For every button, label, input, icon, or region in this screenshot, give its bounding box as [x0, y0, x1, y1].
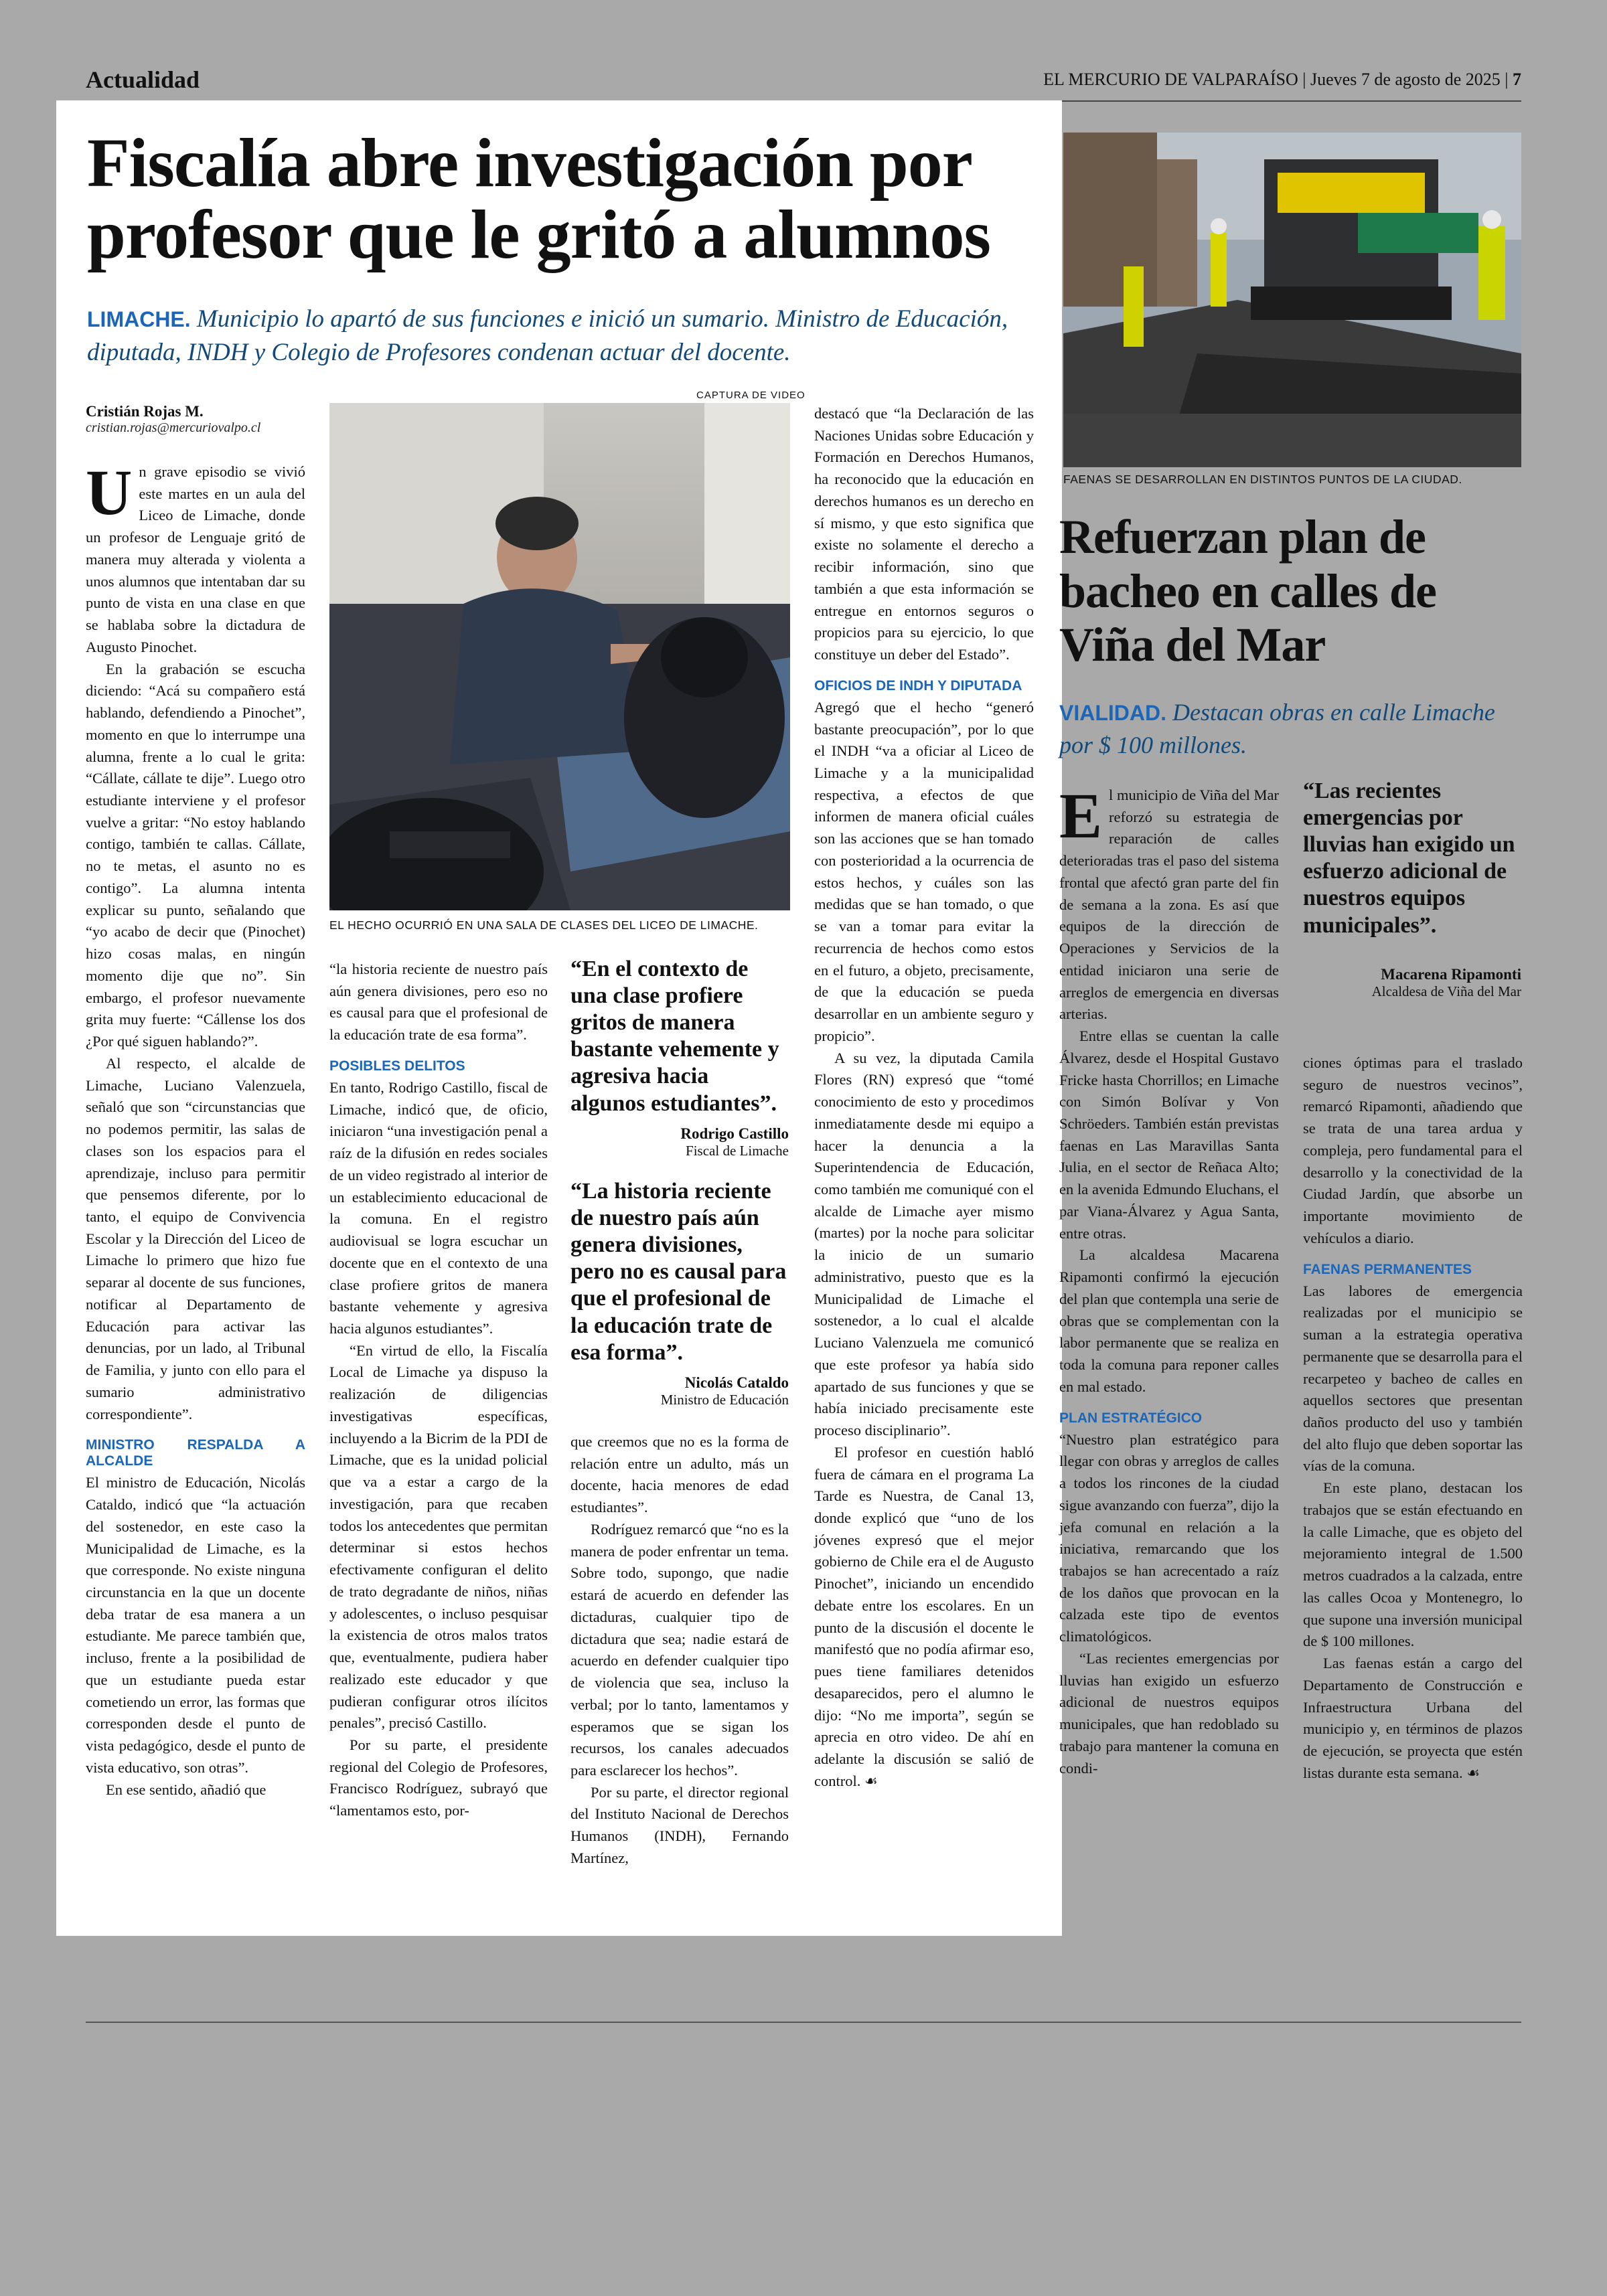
bottom-rule: [86, 2022, 1521, 2023]
main-paragraph: A su vez, la diputada Camila Flores (RN) expresó que “tomé conocimiento de esto y procedimos inmediatamente desde mi equipo a hacer la denuncia a la Superintendencia de Educación, como también me comuniqué con el alcalde de Limache ayer mismo (martes) por la noche para solicitar la inicio de un sumario administrativo, puesto que es la Municipalidad de Limache el sostenedor, a lo cual el alcalde Luciano Valenzuela me comunicó que este profesor ya había sido apartado de sus funciones y que se había iniciado precisamente este proceso disciplinario”.: [814, 1049, 1034, 1439]
subheading: OFICIOS DE INDH Y DIPUTADA: [814, 677, 1022, 693]
main-column-4: [814, 403, 1034, 1793]
road-works-photo: [1063, 133, 1521, 467]
main-deck: [87, 303, 1051, 370]
pull-quote-ripamonti: [1303, 778, 1521, 1000]
quote-role: Fiscal de Limache: [686, 1142, 789, 1159]
quote-role: Ministro de Educación: [660, 1391, 789, 1408]
main-paragraph: “En virtud de ello, la Fiscalía Local de Limache ya dispuso la realización de diligencias investigativas específicas, incluyendo a la Bicrim de la PDI de Limache, que es la unidad policial que va a estar a cargo de la investigación, para que recaben todos los antecedentes que permitan determinar si estos hechos efectivamente configuran el delito de trato degradante de niños, niñas y adolescentes, o incluso pesquisar la existencia de otros malos tratos que, eventualmente, pudiera haber realizado este educador y que pudieran configurar otros ilícitos penales”, precisó Castillo.: [329, 1341, 548, 1732]
side-paragraph: ciones óptimas para el traslado seguro de nuestros vecinos”, remarcó Ripamonti, añadiendo que se trata de una tarea ardua y compleja, pero fundamental para el desarrollo y la conectividad de la Ciudad Jardín, que absorbe un importante movimiento de vehículos a diario.: [1303, 1054, 1523, 1246]
classroom-photo-image: [329, 403, 790, 910]
main-column-3: [570, 1431, 789, 1870]
quote-text: “Las recientes emergencias por lluvias han exigido un esfuerzo adicional de nuestros equipos municipales”.: [1303, 778, 1515, 938]
page-number: 7: [1513, 70, 1521, 89]
author-name: Cristián Rojas M.: [86, 403, 204, 420]
drop-cap: E: [1059, 780, 1103, 851]
subheading: POSIBLES DELITOS: [329, 1058, 465, 1074]
main-paragraph: El ministro de Educación, Nicolás Cataldo, indicó que “la actuación del sostenedor, en este caso la Municipalidad de Limache, es la que corresponde. No existe ninguna circunstancia en la que un docente deba tratar de esa manera a un estudiante. Me parece también que, incluso, frente a la posibilidad de que un estudiante pueda estar cometiendo un error, las formas que corresponden desde el punto de vista pedagógico, desde el punto de vista educativo, son otras”.: [86, 1474, 305, 1776]
side-paragraph: “Las recientes emergencias por lluvias han exigido un esfuerzo adicional de nuestros equipos municipales, que han redoblado su trabajo para mantener la comuna en condi-: [1059, 1649, 1279, 1777]
side-deck-text: Destacan obras en calle Limache por $ 100 millones.: [1059, 699, 1495, 758]
subheading: PLAN ESTRATÉGICO: [1059, 1410, 1203, 1426]
main-paragraph: Por su parte, el director regional del Instituto Nacional de Derechos Humanos (INDH), Fernando Martínez,: [570, 1783, 789, 1866]
main-paragraph: destacó que “la Declaración de las Naciones Unidas sobre Educación y Formación en Derechos Humanos, ha reconocido que la educación en derechos humanos es un derecho en sí mismo, y que esto significa que existe no solamente el derecho a recibir información, sino que también a que esta información se entregue en entornos seguros o propicios para su ejercicio, lo que constituye un deber del Estado”.: [814, 405, 1034, 663]
quote-name: Rodrigo Castillo: [680, 1125, 789, 1142]
main-headline: Fiscalía abre investigación por profesor que le gritó a alumnos: [87, 125, 990, 274]
subheading: MINISTRO RESPALDA A ALCALDE: [86, 1437, 305, 1469]
main-paragraph: En tanto, Rodrigo Castillo, fiscal de Limache, indicó que, de oficio, iniciaron “una investigación penal a raíz de la difusión en redes sociales de un video registrado al interior de un establecimiento educacional de la comuna. En el registro audiovisual se logra escuchar un docente que en el contexto de una clase profiere gritos de manera bastante vehemente y agresiva hacia algunos estudiantes”.: [329, 1078, 548, 1337]
main-paragraph: En ese sentido, añadió que: [106, 1781, 266, 1798]
side-paragraph: Las faenas están a cargo del Departamento de Construcción e Infraestructura Urbana del municipio y, en términos de plazos de ejecución, se proyecta que estén listas durante esta semana. ☙: [1303, 1655, 1523, 1782]
side-paragraph: En este plano, destacan los trabajos que se están efectuando en la calle Limache, que es objeto del mejoramiento integral de 1.500 metros cuadrados a la calzada, entre las calles Ocoa y Montenegro, lo que supone una inversión municipal de $ 100 millones.: [1303, 1479, 1523, 1650]
side-column-1: [1059, 780, 1279, 1779]
author-email: cristian.rojas@mercuriovalpo.cl: [86, 420, 261, 435]
main-paragraph: que creemos que no es la forma de relación entre un adulto, más un docente, hacia menores de edad estudiantes”.: [570, 1433, 789, 1516]
pull-quote-castillo: [570, 956, 789, 1159]
main-kicker: LIMACHE.: [87, 307, 191, 331]
main-column-1: [86, 403, 305, 1801]
main-paragraph: Por su parte, el presidente regional del Colegio de Profesores, Francisco Rodríguez, subrayó que “lamentamos esto, por-: [329, 1736, 548, 1819]
section-label: Actualidad: [86, 66, 200, 93]
side-paragraph: Entre ellas se cuentan la calle Álvarez, desde el Hospital Gustavo Fricke hasta Chorrillos; en Limache con Simón Bolívar y Von Schröeders. También están previstas faenas en Las Maravillas Santa Julia, en el sector de Reñaca Alto; en la avenida Edmundo Eluchans, el par Viana-Álvarez y Agua Santa, entre otras.: [1059, 1028, 1279, 1242]
issue-date: Jueves 7 de agosto de 2025: [1310, 70, 1501, 89]
side-column-2: [1303, 1052, 1523, 1785]
side-kicker: VIALIDAD.: [1059, 701, 1166, 725]
drop-cap: U: [86, 457, 133, 528]
subheading: FAENAS PERMANENTES: [1303, 1261, 1472, 1277]
side-deck: [1059, 696, 1521, 761]
quote-role: Alcaldesa de Viña del Mar: [1371, 983, 1521, 999]
side-paragraph: l municipio de Viña del Mar reforzó su estrategia de reparación de calles deterioradas tras el paso del sistema frontal que afectó gran parte del fin de semana a la zona. Es así que equipos de la dirección de Operaciones y Servicios de la entidad iniciaron una serie de arreglos de emergencia en diversas arterias.: [1059, 787, 1279, 1023]
main-paragraph: n grave episodio se vivió este martes en un aula del Liceo de Limache, donde un profesor de Lenguaje gritó de manera muy alterada y violenta a unos alumnos que intentaban dar su punto de vista en una clase en que se hablaba sobre la dictadura de Augusto Pinochet.: [86, 463, 305, 655]
classroom-photo: [329, 403, 790, 910]
photo-credit: CAPTURA DE VIDEO: [696, 390, 806, 401]
main-paragraph: En la grabación se escucha diciendo: “Acá su compañero está hablando, defendiendo a Pinochet”, momento en que lo interrumpe una alumna, frente a lo cual le grita: “Cállate, cállate te dije”. Luego otro estudiante interviene y el profesor vuelve a gritar: “No estoy hablando contigo, también te callas. Cállate, no te metas, el asunto no es contigo”. La alumna intenta explicar su punto, señalando que “yo acabo de decir que (Pinochet) hizo cosas malas, en ningún momento dije que no”. Sin embargo, el profesor nuevamente grita muy fuerte: “Cállense los dos ¿Por qué siguen hablando?”.: [86, 660, 305, 1050]
main-deck-text: Municipio lo apartó de sus funciones e inició un sumario. Ministro de Educación, diputada, INDH y Colegio de Profesores condenan actuar del docente.: [87, 305, 1008, 366]
pull-quote-cataldo: [570, 1178, 789, 1408]
photo-caption: EL HECHO OCURRIÓ EN UNA SALA DE CLASES DEL LICEO DE LIMACHE.: [329, 918, 759, 932]
article-end-icon: ☙: [864, 1773, 878, 1790]
main-paragraph: Al respecto, el alcalde de Limache, Luciano Valenzuela, señaló que son “circunstancias que no podemos permitir, las salas de clases son los espacios para el aprendizaje, incluso para permitir que pensemos diferente, por lo tanto, el equipo de Convivencia Escolar y la Dirección del Liceo de Limache lo primero que hizo fue separar al docente de sus funciones, notificar al Departamento de Educación para activar las denuncias, por un lado, al Tribunal de Familia, y junto con ello para el sumario administrativo correspondiente”.: [86, 1054, 305, 1422]
main-paragraph: Agregó que el hecho “generó bastante preocupación”, por lo que el INDH “va a oficiar al Liceo de Limache y a la municipalidad respectiva, a efectos de que informen de manera oficial cuáles son las acciones que se han tomado con posterioridad a la ocurrencia de estos hechos, y cuáles son las medidas que se han tomado, o que se van a tomar para evitar la recurrencia de hechos como estos en el futuro, a objeto, precisamente, de que la educación se pueda desarrollar en un ambiente seguro y propicio”.: [814, 698, 1034, 1044]
newspaper-name: EL MERCURIO DE VALPARAÍSO: [1043, 70, 1298, 89]
side-photo-caption: FAENAS SE DESARROLLAN EN DISTINTOS PUNTOS DE LA CIUDAD.: [1063, 473, 1462, 486]
road-works-photo-image: [1063, 133, 1521, 467]
page-header-info: EL MERCURIO DE VALPARAÍSO | Jueves 7 de agosto de 2025 | 7: [1043, 70, 1521, 89]
main-column-2: [329, 959, 548, 1822]
quote-text: “La historia reciente de nuestro país aún genera divisiones, pero no es causal para que el profesional de la educación trate de esa forma”.: [570, 1179, 787, 1365]
side-paragraph: “Nuestro plan estratégico para llegar con obras y arreglos de calles a todos los rincones de la ciudad sigue avanzando con fuerza”, dijo la jefa comunal en relación a la iniciativa, remarcando que los trabajos se han acrecentado a raíz de los daños que provocan en la calzada este tipo de eventos climatológicos.: [1059, 1430, 1279, 1645]
main-paragraph: Rodríguez remarcó que “no es la manera de poder enfrentar un tema. Sobre todo, supongo, que nadie estará de acuerdo en defender las dictaduras, cualquier tipo de dictadura que sea; nadie estará de acuerdo en defender cualquier tipo de violencia que sea, incluso la verbal; por lo tanto, lamentamos y esperamos que se sigan los recursos, los canales adecuados para esclarecer los hechos”.: [570, 1520, 789, 1779]
quote-name: Macarena Ripamonti: [1381, 965, 1521, 983]
article-end-icon: ☙: [1466, 1765, 1480, 1782]
main-paragraph: “la historia reciente de nuestro país aún genera divisiones, pero eso no es causal para que el profesional de la educación trate de esa forma”.: [329, 961, 548, 1044]
quote-text: “En el contexto de una clase profiere gritos de manera bastante vehemente y agresiva hacia algunos estudiantes”.: [570, 957, 779, 1116]
main-paragraph: El profesor en cuestión habló fuera de cámara en el programa La Tarde es Nuestra, de Canal 13, donde explicó que “uno de los jóvenes expresó que el mejor gobierno de Chile era el de Augusto Pinochet”, iniciando un encendido debate entre los escolares. En un punto de la discusión el docente le manifestó que no podía afirmar eso, pues tiene familiares detenidos desaparecidos, pero el alumno le dijo: “No me importa”, según se aprecia en otro video. De ahí en adelante la discusión se salió de control. ☙: [814, 1443, 1034, 1790]
side-paragraph: Las labores de emergencia realizadas por el municipio se suman a la estrategia operativa permanente que se desarrolla para el recarpeteo y bacheo de calles en aquellos sectores que presentan daños producto del uso y también del alto flujo que deben soportar las vías de la comuna.: [1303, 1282, 1523, 1475]
quote-name: Nicolás Cataldo: [684, 1374, 789, 1391]
side-paragraph: La alcaldesa Macarena Ripamonti confirmó la ejecución del plan que contempla una serie de obras que se complementan con la labor permanente que se realiza en toda la comuna para reponer calles en mal estado.: [1059, 1246, 1279, 1395]
side-headline: Refuerzan plan de bacheo en calles de Viña del Mar: [1059, 510, 1436, 672]
